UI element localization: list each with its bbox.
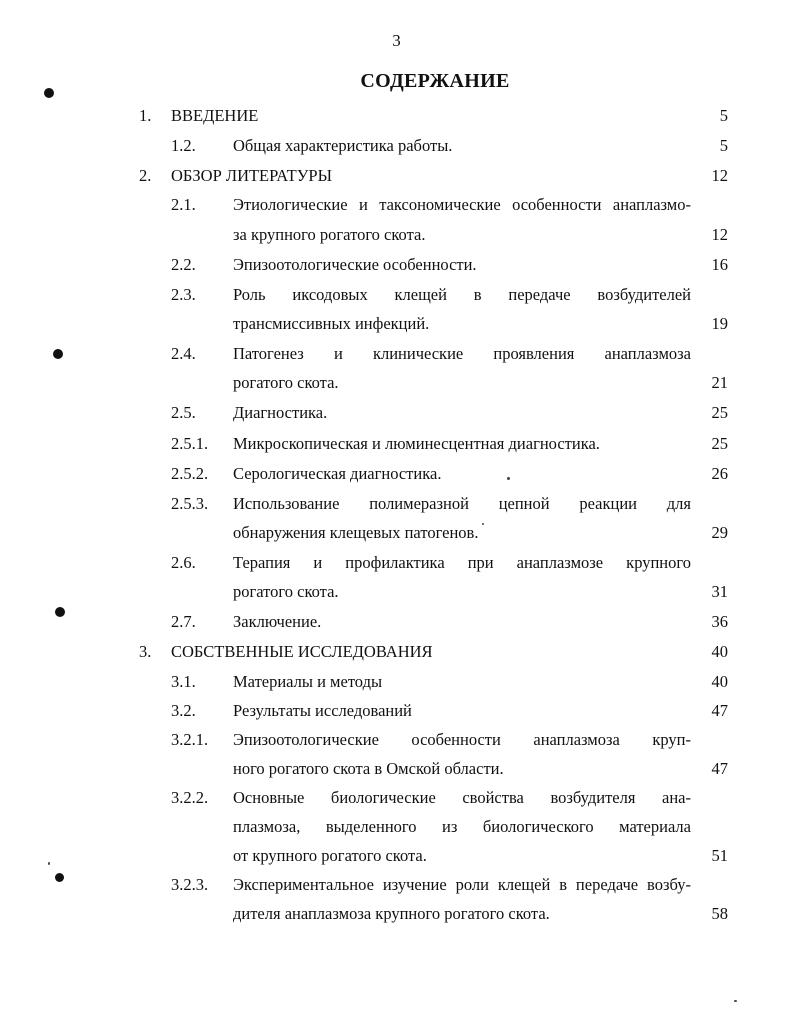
- toc-text: Эпизоотологические особенности.: [233, 255, 477, 274]
- toc-number: 2.4.: [171, 344, 196, 363]
- toc-number: 2.6.: [171, 553, 196, 572]
- scan-speck: [48, 862, 50, 865]
- toc-row: [0, 902, 793, 926]
- toc-text: Основные биологические свойства возбудителя ана-: [233, 788, 691, 807]
- toc-number: 2.5.1.: [171, 434, 209, 453]
- toc-page-ref: 26: [711, 464, 728, 483]
- toc-row: [0, 312, 793, 336]
- toc-row: [0, 521, 793, 545]
- toc-text: ВВЕДЕНИЕ: [171, 106, 259, 125]
- toc-row: [0, 462, 793, 486]
- scan-blot: [53, 349, 63, 359]
- scan-blot: [55, 873, 64, 882]
- toc-page-ref: 5: [719, 106, 728, 125]
- page-title: СОДЕРЖАНИЕ: [360, 70, 510, 92]
- toc-page-ref: 47: [711, 759, 728, 778]
- toc-page-ref: 19: [711, 314, 728, 333]
- toc-page-ref: 40: [711, 642, 728, 661]
- toc-number: 2.5.3.: [171, 494, 209, 513]
- scan-speck: [482, 523, 484, 525]
- toc-number: 3.2.: [171, 701, 196, 720]
- toc-text: рогатого скота.: [233, 582, 339, 601]
- toc-row: [0, 640, 793, 664]
- toc-text: Использование полимеразной цепной реакции для: [233, 494, 691, 513]
- toc-text: ного рогатого скота в Омской области.: [233, 759, 504, 778]
- toc-text: Терапия и профилактика при анаплазмозе крупного: [233, 553, 691, 572]
- toc-page-ref: 40: [711, 672, 728, 691]
- toc-page-ref: 16: [711, 255, 728, 274]
- toc-row: [0, 371, 793, 395]
- toc-text: Патогенез и клинические проявления анаплазмоза: [233, 344, 691, 363]
- toc-row: [0, 164, 793, 188]
- toc-number: 2.3.: [171, 285, 196, 304]
- toc-row: [0, 193, 793, 217]
- toc-text: плазмоза, выделенного из биологического материала: [233, 817, 691, 836]
- toc-row: [0, 432, 793, 456]
- toc-text: Роль иксодовых клещей в передаче возбудителей: [233, 285, 691, 304]
- toc-number: 3.2.3.: [171, 875, 209, 894]
- toc-row: [0, 223, 793, 247]
- toc-row: [0, 342, 793, 366]
- scan-speck: [734, 1000, 737, 1002]
- toc-row: [0, 786, 793, 810]
- toc-page-ref: 47: [711, 701, 728, 720]
- toc-row: [0, 873, 793, 897]
- toc-text: Микроскопическая и люминесцентная диагностика.: [233, 434, 600, 453]
- toc-number: 2.5.: [171, 403, 196, 422]
- toc-text: дителя анаплазмоза крупного рогатого скота.: [233, 904, 550, 923]
- toc-number: 3.: [139, 642, 152, 661]
- toc-row: [0, 610, 793, 634]
- toc-row: [0, 104, 793, 128]
- toc-text: Материалы и методы: [233, 672, 383, 691]
- toc-text: Серологическая диагностика.: [233, 464, 442, 483]
- toc-row: [0, 699, 793, 723]
- toc-page-ref: 25: [711, 434, 728, 453]
- toc-page-ref: 12: [711, 166, 728, 185]
- toc-text: Эпизоотологические особенности анаплазмоза круп-: [233, 730, 691, 749]
- toc-row: [0, 844, 793, 868]
- toc-row: [0, 580, 793, 604]
- toc-page-ref: 21: [711, 373, 728, 392]
- toc-text: Этиологические и таксономические особенности анаплазмо-: [233, 195, 691, 214]
- toc-text: Результаты исследований: [233, 701, 412, 720]
- toc-row: [0, 670, 793, 694]
- toc-page-ref: 31: [711, 582, 728, 601]
- scan-speck: [507, 477, 510, 480]
- toc-row: [0, 492, 793, 516]
- toc-text: Экспериментальное изучение роли клещей в передаче возбу-: [233, 875, 691, 894]
- toc-text: трансмиссивных инфекций.: [233, 314, 430, 333]
- toc-page-ref: 12: [711, 225, 728, 244]
- toc-row: [0, 401, 793, 425]
- toc-text: от крупного рогатого скота.: [233, 846, 427, 865]
- toc-row: [0, 728, 793, 752]
- scan-blot: [55, 607, 65, 617]
- toc-row: [0, 757, 793, 781]
- toc-page-ref: 36: [711, 612, 728, 631]
- scan-blot: [44, 88, 54, 98]
- toc-text: рогатого скота.: [233, 373, 339, 392]
- toc-number: 2.2.: [171, 255, 196, 274]
- toc-number: 2.: [139, 166, 152, 185]
- toc-number: 1.2.: [171, 136, 196, 155]
- toc-page-ref: 58: [711, 904, 728, 923]
- toc-number: 2.5.2.: [171, 464, 209, 483]
- toc-row: [0, 253, 793, 277]
- toc-text: СОБСТВЕННЫЕ ИССЛЕДОВАНИЯ: [171, 642, 433, 661]
- toc-number: 3.2.1.: [171, 730, 209, 749]
- toc-page-ref: 25: [711, 403, 728, 422]
- toc-number: 2.1.: [171, 195, 196, 214]
- toc-text: за крупного рогатого скота.: [233, 225, 426, 244]
- toc-text: обнаружения клещевых патогенов.: [233, 523, 479, 542]
- toc-text: Общая характеристика работы.: [233, 136, 453, 155]
- toc-row: [0, 551, 793, 575]
- toc-number: 3.1.: [171, 672, 196, 691]
- toc-number: 1.: [139, 106, 152, 125]
- toc-row: [0, 134, 793, 158]
- toc-page-ref: 5: [719, 136, 728, 155]
- toc-page-ref: 29: [711, 523, 728, 542]
- page-number: 3: [392, 31, 401, 50]
- toc-number: 3.2.2.: [171, 788, 209, 807]
- toc-text: Заключение.: [233, 612, 322, 631]
- toc-row: [0, 815, 793, 839]
- toc-page-ref: 51: [711, 846, 728, 865]
- toc-text: ОБЗОР ЛИТЕРАТУРЫ: [171, 166, 332, 185]
- toc-number: 2.7.: [171, 612, 196, 631]
- toc-row: [0, 283, 793, 307]
- toc-text: Диагностика.: [233, 403, 328, 422]
